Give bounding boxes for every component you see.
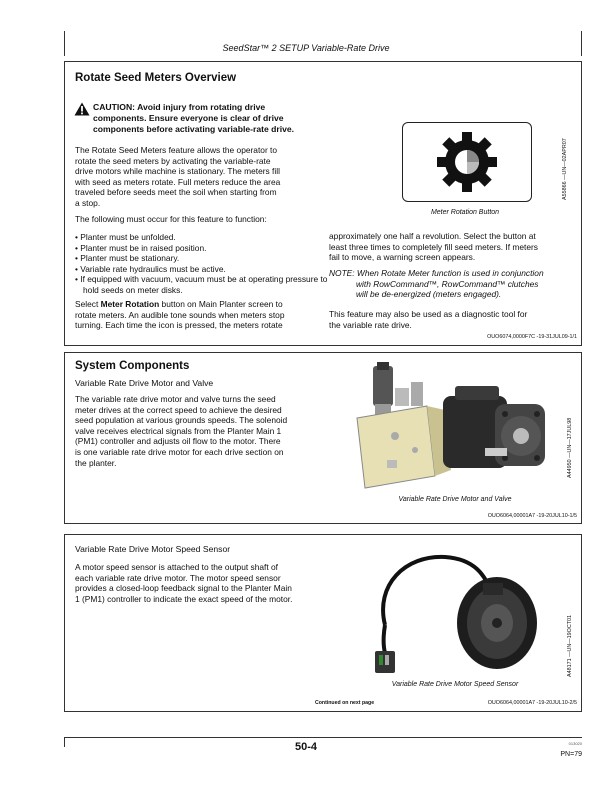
subsection-heading: Variable Rate Drive Motor Speed Sensor xyxy=(75,544,231,554)
para-line: rotate meters. An audible tone sounds when meters stop xyxy=(75,309,285,320)
para-text: Select xyxy=(75,299,101,309)
caution-line: components before activating variable-rate drive. xyxy=(93,124,295,134)
para-line: valve receives electrical signals from the Planter Main 1 xyxy=(75,425,282,436)
para-line: The variable rate drive motor and valve turns the seed xyxy=(75,394,276,404)
para-line: the variable rate drive. xyxy=(329,319,412,330)
figure-caption: Meter Rotation Button xyxy=(430,209,500,216)
section-speed-sensor xyxy=(64,534,582,712)
meter-rotation-term: Meter Rotation xyxy=(100,299,160,309)
para-line: traveled before seeds meet the soil when starting from xyxy=(75,187,277,198)
para-line: This feature may also be used as a diagnostic tool for xyxy=(329,309,528,319)
note-line: NOTE: When Rotate Meter function is used in conjunction xyxy=(329,268,544,278)
section-title: Rotate Seed Meters Overview xyxy=(75,72,237,84)
section-title: System Components xyxy=(75,360,190,372)
para-line: is one variable rate drive motor for each drive section on xyxy=(75,446,284,457)
para-line: meter drives at the correct speed to achieve the desired xyxy=(75,404,282,415)
caution-line: components. Ensure everyone is clear of drive xyxy=(93,113,284,123)
para-line: with seed as meters rotate. Full meters reduce the area xyxy=(75,176,281,187)
speed-sensor-photo xyxy=(355,545,555,680)
para-text: button on Main Planter screen to xyxy=(159,299,283,309)
figure-caption: Variable Rate Drive Motor Speed Sensor xyxy=(391,681,519,688)
figure-code: A44950 —UN—17JUL98 xyxy=(567,417,573,478)
list-item: • Variable rate hydraulics must be active. xyxy=(75,264,330,275)
para-line: seed population at various grounds speeds. The solenoid xyxy=(75,415,288,426)
figure-code: A55866 —UN—02APR07 xyxy=(562,138,568,200)
para-line: each variable rate drive motor. The motor speed sensor xyxy=(75,572,281,583)
para-line: turning. Each time the icon is pressed, the meters rotate xyxy=(75,320,283,331)
drive-motor-valve-photo xyxy=(335,358,565,491)
para-line: The Rotate Seed Meters feature allows the operator to xyxy=(75,145,278,155)
meter-rotation-button-figure xyxy=(402,122,532,202)
list-item: • If equipped with vacuum, vacuum must be at operating pressure to hold seeds on meter disks. xyxy=(75,274,330,295)
gear-icon xyxy=(434,129,500,195)
para-line: rotate the seed meters by activating the variable-rate xyxy=(75,155,271,166)
right-paragraph xyxy=(329,231,538,263)
warning-triangle-icon xyxy=(74,102,90,116)
intro-paragraph xyxy=(75,145,280,209)
reference-code: OUO6074,0000F7C -19-31JUL09-1/1 xyxy=(487,334,577,340)
list-item: • Planter must be in raised position. xyxy=(75,243,330,254)
requirements-list xyxy=(75,232,330,296)
para-line: (PM1) controller and adjusts oil flow to the motor. There xyxy=(75,436,281,447)
figure-code: A48171 —UN—19OCT01 xyxy=(567,614,573,677)
para-line: least three times to completely fill seed meters. If meters xyxy=(329,241,538,252)
para-line: a stop. xyxy=(75,197,101,208)
running-header: SeedStar™ 2 SETUP Variable-Rate Drive xyxy=(222,43,390,53)
para-line: drive motors while machine is stationary. The meters fill xyxy=(75,166,280,177)
para-line: 1 (PM1) controller to indicate the exact speed of the motor. xyxy=(75,593,293,604)
pn-number: PN=79 xyxy=(560,751,582,758)
note-line: will be de-energized (meters engaged). xyxy=(356,289,502,300)
footer-date: 013020 xyxy=(568,741,582,746)
caution-text xyxy=(93,102,294,135)
section-rotate-seed-meters xyxy=(64,61,582,346)
footer-rule xyxy=(64,737,582,738)
meter-rotation-paragraph xyxy=(75,299,285,331)
reference-code: OUO6064,00001A7 -19-20JUL10-1/5 xyxy=(487,513,577,519)
list-item: • Planter must be unfolded. xyxy=(75,232,330,243)
diagnostic-paragraph xyxy=(329,309,527,330)
continued-notice: Continued on next page xyxy=(315,700,375,706)
list-item: • Planter must be stationary. xyxy=(75,253,330,264)
note xyxy=(329,268,544,300)
motor-valve-paragraph xyxy=(75,394,287,468)
para-line: the planter. xyxy=(75,457,117,468)
para-line: approximately one half a revolution. Select the button at xyxy=(329,231,536,241)
caution-line: CAUTION: Avoid injury from rotating drive xyxy=(93,102,266,112)
subsection-heading: Variable Rate Drive Motor and Valve xyxy=(75,378,214,388)
para-line: A motor speed sensor is attached to the output shaft of xyxy=(75,562,278,572)
section-system-components xyxy=(64,352,582,524)
figure-caption: Variable Rate Drive Motor and Valve xyxy=(398,496,512,503)
para-line: provides a closed-loop feedback signal to the Planter Main xyxy=(75,583,292,594)
para-line: fail to move, a warning screen appears. xyxy=(329,252,476,263)
page-number: 50-4 xyxy=(294,741,318,753)
note-line: with RowCommand™, RowCommand™ clutches xyxy=(356,278,539,289)
requirements-intro: The following must occur for this feature to function: xyxy=(75,214,267,224)
speed-sensor-paragraph xyxy=(75,562,292,604)
reference-code: OUO6064,00001A7 -19-20JUL10-2/5 xyxy=(487,700,577,706)
